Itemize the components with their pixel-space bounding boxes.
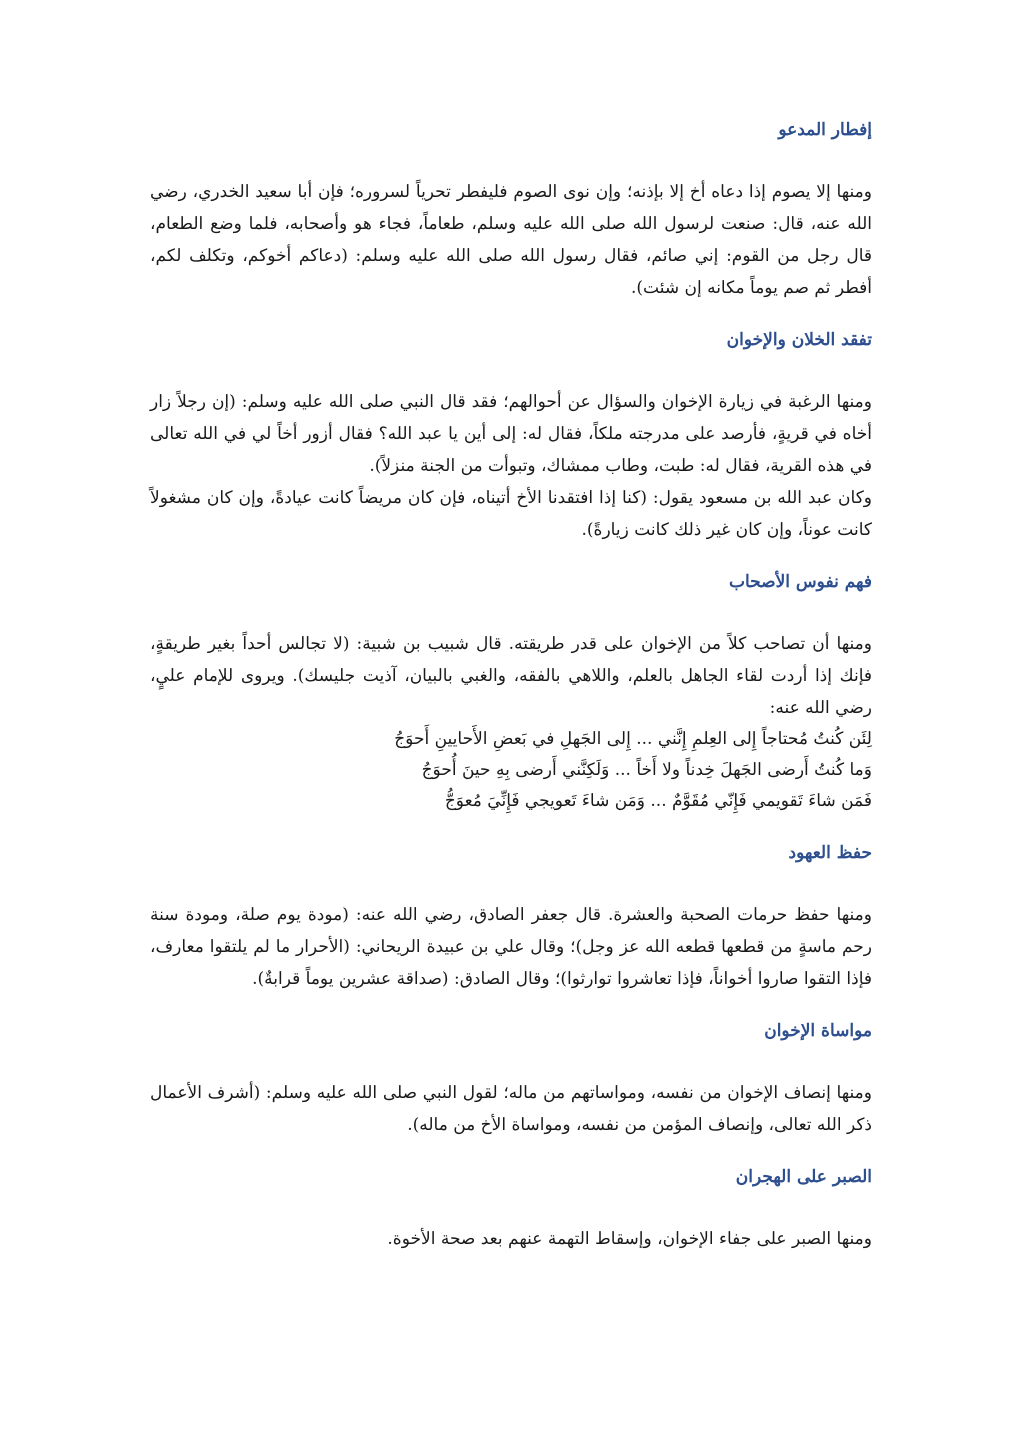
paragraph: ومنها حفظ حرمات الصحبة والعشرة. قال جعفر الصادق، رضي الله عنه: (مودة يوم صلة، ومودة سنة رحم ماسةٍ من قطعها قطعه الله عز وجل)؛ وقال علي بن عبيدة الريحاني: (الأحرار ما لم يلتقوا معارف، فإذا التقوا صاروا أخواناً، فإذا تعاشروا توارثوا)؛ وقال الصادق: (صداقة عشرين يوماً قرابةٌ). bbox=[150, 905, 872, 989]
section-heading: حفظ العهود bbox=[788, 843, 872, 863]
section-understanding-companions bbox=[150, 570, 872, 817]
paragraph: وكان عبد الله بن مسعود يقول: (كنا إذا افتقدنا الأخ أتيناه، فإن كان مريضاً كانت عيادةً، وإن كان مشغولاً كانت عوناً، وإن كان غير ذلك كانت زيارةً). bbox=[150, 488, 872, 540]
poem-verse: فَمَن شاءَ تَقويمي فَإِنّي مُقَوَّمٌ ... وَمَن شاءَ تَعويجي فَإِنِّيَ مُعوَجُّ bbox=[444, 791, 872, 811]
section-heading: إفطار المدعو bbox=[778, 120, 872, 140]
section-consoling-brothers bbox=[150, 1019, 872, 1141]
paragraph: ومنها أن تصاحب كلاً من الإخوان على قدر طريقته. قال شبيب بن شبية: (لا تجالس أحداً بغير طريقةٍ، فإنك إذا أردت لقاء الجاهل بالعلم، واللاهي بالفقه، والغبي بالبيان، آذيت جليسك). ويروى للإمام عليٍ، رضي الله عنه: bbox=[150, 634, 872, 718]
paragraph: ومنها إلا يصوم إذا دعاه أخ إلا بإذنه؛ وإن نوى الصوم فليفطر تحرياً لسروره؛ فإن أبا سعيد الخدري، رضي الله عنه، قال: صنعت لرسول الله صلى الله عليه وسلم، طعاماً، فجاء هو وأصحابه، فلما وضع الطعام، قال رجل من القوم: إني صائم، فقال رسول الله صلى الله عليه وسلم: (دعاكم أخوكم، وتكلف لكم، أفطر ثم صم يوماً مكانه إن شئت). bbox=[150, 182, 872, 298]
paragraph: ومنها الصبر على جفاء الإخوان، وإسقاط التهمة عنهم بعد صحة الأخوة. bbox=[387, 1229, 872, 1249]
paragraph: ومنها إنصاف الإخوان من نفسه، ومواساتهم من ماله؛ لقول النبي صلى الله عليه وسلم: (أشرف الأعمال ذكر الله تعالى، وإنصاف المؤمن من نفسه، ومواساة الأخ من ماله). bbox=[150, 1083, 872, 1135]
section-patience-estrangement bbox=[150, 1165, 872, 1255]
poem-verse: وَما كُنتُ أَرضى الجَهلَ خِدناً ولا أَخاً ... وَلَكِنَّني أَرضى بِهِ حينَ أُحوَجُ bbox=[421, 760, 872, 780]
document-page bbox=[150, 118, 872, 1255]
paragraph: ومنها الرغبة في زيارة الإخوان والسؤال عن أحوالهم؛ فقد قال النبي صلى الله عليه وسلم: (إن رجلاً زار أخاه في قريةٍ، فأرصد على مدرجته ملكاً، فقال له: إلى أين يا عبد الله؟ فقال أزور أخاً لي في الله تعالى في هذه القرية، فقال له: طبت، وطاب ممشاك، وتبوأت من الجنة منزلاً). bbox=[150, 392, 872, 476]
section-heading: فهم نفوس الأصحاب bbox=[729, 572, 872, 592]
section-heading: الصبر على الهجران bbox=[735, 1167, 872, 1187]
section-visiting-brothers bbox=[150, 328, 872, 546]
section-iftar bbox=[150, 118, 872, 304]
section-keeping-covenants bbox=[150, 841, 872, 995]
poem-verse: لِئَن كُنتُ مُحتاجاً إِلى العِلمِ إِنَّني ... إِلى الجَهلِ في بَعضِ الأَحايينِ أَحوَجُ bbox=[394, 729, 872, 749]
section-heading: مواساة الإخوان bbox=[764, 1021, 872, 1041]
section-heading: تفقد الخلان والإخوان bbox=[726, 330, 872, 350]
